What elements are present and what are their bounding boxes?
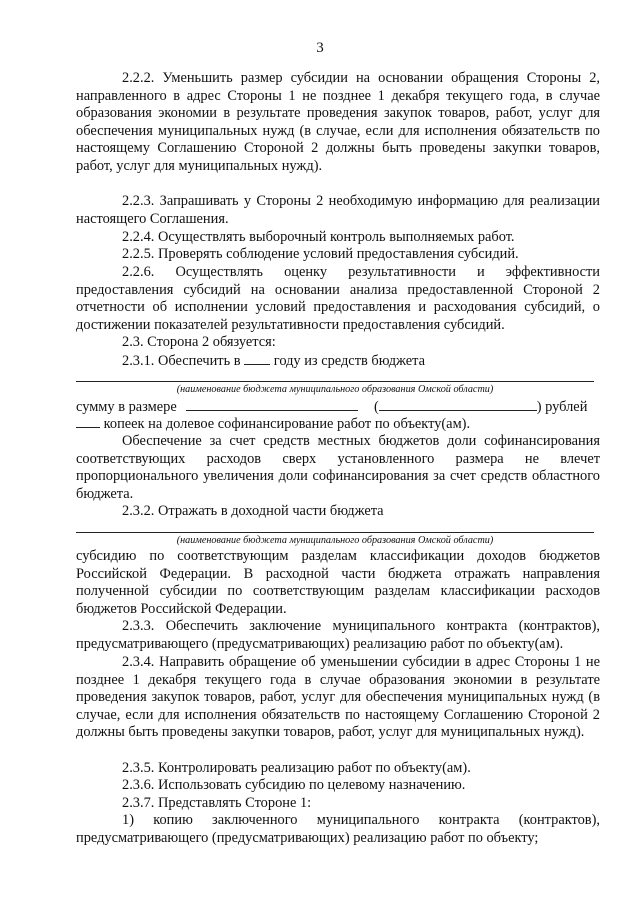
clause-2-3-heading: 2.3. Сторона 2 обязуется: — [122, 334, 276, 350]
clause-2-3-1-start: 2.3.1. Обеспечить в — [122, 353, 241, 369]
budget-name-caption-1: (наименование бюджета муниципального образования Омской области) — [176, 384, 494, 395]
kopeck-blank — [76, 415, 100, 428]
clause-2-3-1 — [122, 352, 600, 371]
sum-blank — [186, 398, 358, 411]
cofinancing-paragraph: Обеспечение за счет средств местных бюджетов доли софинансирования соответствующих расходов сверх установленного размера не влечет пропорционального увеличения доли софинансирования за счет средств областного бюджета. — [76, 433, 600, 502]
sum-open-paren: ( — [373, 399, 379, 415]
clause-2-3-7: 2.3.7. Представлять Стороне 1: — [122, 795, 312, 811]
clause-2-3-1-end: году из средств бюджета — [273, 353, 426, 369]
clause-2-2-2: 2.2.2. Уменьшить размер субсидии на основании обращения Стороны 2, направленного в адрес Стороны 1 не позднее 1 декабря текущего года, в случае образования экономии в результате проведения закупок товаров, работ, услуг для обеспечения муниципальных нужд (в случае, если для исполнения обязательств по настоящему Соглашению Стороной 2 должны быть проведены закупки товаров, работ, услуг для муниципальных нужд). — [76, 70, 600, 174]
sum-label: сумму в размере — [76, 399, 177, 415]
clause-2-3-3: 2.3.3. Обеспечить заключение муниципального контракта (контрактов), предусматривающего (предусматривающих) реализацию работ по объекту(ам). — [76, 618, 600, 652]
budget-name-line-1 — [76, 381, 594, 382]
sum-line — [76, 398, 600, 417]
clause-2-2-6: 2.2.6. Осуществлять оценку результативности и эффективности предоставления субсидий на основании анализа предоставленной Стороной 2 отчетности об исполнении условий предоставления и расходования субсидий, о достижении показателей результативности предоставления субсидий. — [76, 264, 600, 333]
year-blank — [244, 352, 270, 365]
budget-name-line-2 — [76, 532, 594, 533]
clause-2-3-4: 2.3.4. Направить обращение об уменьшении субсидии в адрес Стороны 1 не позднее 1 декабря текущего года в случае образования экономии в результате проведения закупок товаров, работ, услуг для обеспечения муниципальных нужд (в случае, если для исполнения обязательств по настоящему Соглашению Стороной 2 должны быть проведены закупки товаров, работ, услуг для муниципальных нужд). — [76, 654, 600, 741]
clause-2-2-3: 2.2.3. Запрашивать у Стороны 2 необходимую информацию для реализации настоящего Соглашения. — [76, 193, 600, 227]
clause-2-2-4: 2.2.4. Осуществлять выборочный контроль выполняемых работ. — [122, 229, 515, 245]
kopeck-text: копеек на долевое софинансирование работ по объекту(ам). — [103, 416, 471, 432]
clause-2-3-7-item-1: 1) копию заключенного муниципального контракта (контрактов), предусматривающего (предусматривающих) реализацию работ по объекту; — [76, 812, 600, 846]
clause-2-3-6: 2.3.6. Использовать субсидию по целевому назначению. — [122, 777, 466, 793]
clause-2-2-5: 2.2.5. Проверять соблюдение условий предоставления субсидий. — [122, 246, 519, 262]
page-number: 3 — [316, 40, 324, 56]
clause-2-3-5: 2.3.5. Контролировать реализацию работ по объекту(ам). — [122, 760, 471, 776]
sum-currency: ) рублей — [536, 399, 588, 415]
clause-2-3-2: 2.3.2. Отражать в доходной части бюджета — [122, 503, 384, 519]
kopeck-line — [76, 415, 600, 434]
sum-words-blank — [379, 398, 537, 411]
subsidy-classification-paragraph: субсидию по соответствующим разделам классификации доходов бюджетов Российской Федерации. В расходной части бюджета отражать направления полученной субсидии по соответствующим разделам классификации расходов бюджетов Российской Федерации. — [76, 548, 600, 617]
budget-name-caption-2: (наименование бюджета муниципального образования Омской области) — [176, 535, 494, 546]
